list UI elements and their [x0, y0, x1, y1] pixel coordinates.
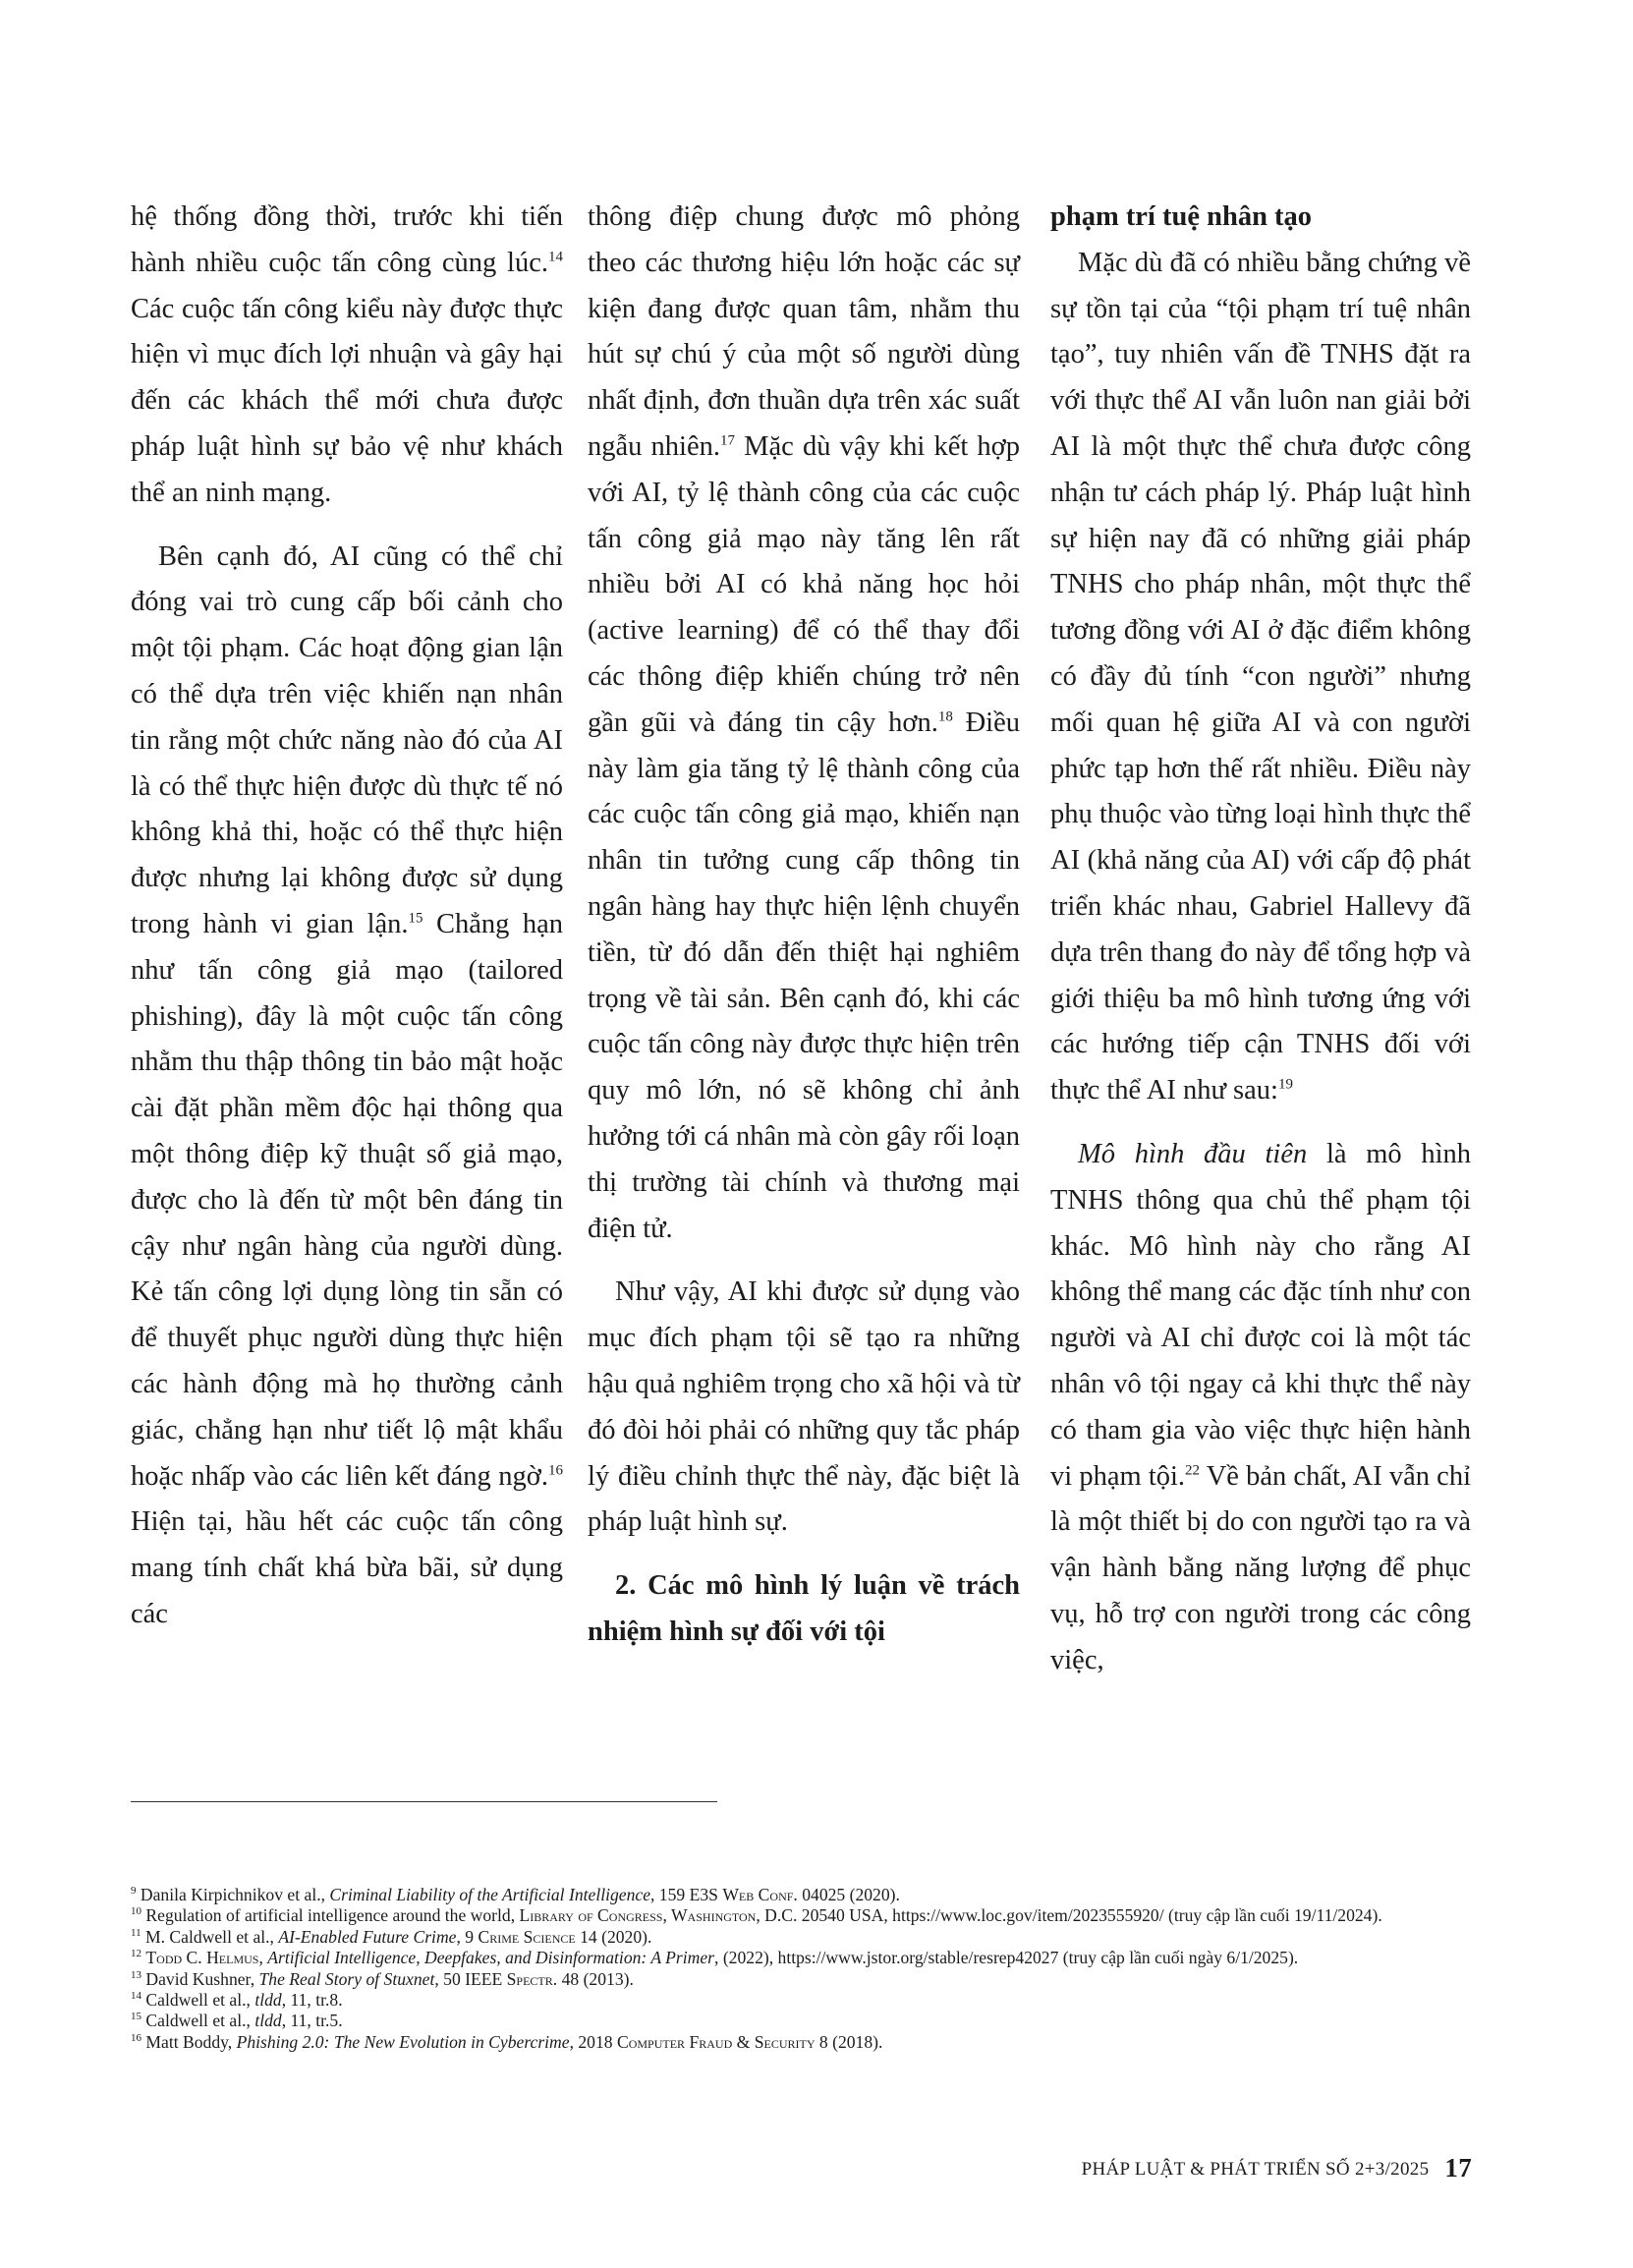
text-column-1	[131, 195, 563, 1638]
footnote: $^9$ Danila Kirpichnikov et al., Criminal Liability of the Artificial Intelligence, 159 E3S Web Conf. 04025 (2020).	[131, 1885, 900, 1904]
footnote: $^{15}$ Caldwell et al., tldd, 11, tr.5.	[131, 2011, 343, 2031]
footnote-ref[interactable]: 17	[720, 432, 735, 449]
page-footer	[1082, 2153, 1472, 2183]
footnote: $^{14}$ Caldwell et al., tldd, 11, tr.8.	[131, 1990, 343, 2011]
footnote-ref[interactable]: 16	[548, 1462, 563, 1479]
footnotes	[131, 1885, 1477, 2053]
paragraph: Mặc dù đã có nhiều bằng chứng về sự tồn tại của “tội phạm trí tuệ nhân tạo”, tuy nhiên vấn đề TNHS đặt ra với thực thể AI vẫn luôn nan giải bởi AI là một thực thể chưa được công nhận tư cách pháp lý. Pháp luật hình sự hiện nay đã có những giải pháp TNHS cho pháp nhân, một thực thể tương đồng với AI ở đặc điểm không có đầy đủ tính “con người” nhưng mối quan hệ giữa AI và con người phức tạp hơn thế rất nhiều. Điều này phụ thuộc vào từng loại hình thực thể AI (khả năng của AI) với cấp độ phát triển khác nhau, Gabriel Hallevy đã dựa trên thang đo này để tổng hợp và giới thiệu ba mô hình tương ứng với các hướng tiếp cận TNHS đối với thực thể AI như sau:$^{19}$	[1050, 247, 1471, 1106]
section-heading-continued: phạm trí tuệ nhân tạo	[1050, 201, 1313, 232]
footnote-ref[interactable]: 18	[937, 709, 953, 725]
text-column-2	[588, 195, 1020, 1656]
footnote: $^{10}$ Regulation of artificial intelligence around the world, Library of Congress, Washington, D.C. 20540 USA, https://www.loc.gov/item/2023555920/ (truy cập lần cuối 19/11/2024).	[131, 1905, 1382, 1926]
paragraph: hệ thống đồng thời, trước khi tiến hành nhiều cuộc tấn công cùng lúc.$^{14}$ Các cuộc tấn công kiểu này được thực hiện vì mục đích lợi nhuận và gây hại đến các khách thể mới chưa được pháp luật hình sự bảo vệ như khách thể an ninh mạng.	[131, 201, 563, 508]
footnote: $^{16}$ Matt Boddy, Phishing 2.0: The New Evolution in Cybercrime, 2018 Computer Fraud & Security 8 (2018).	[131, 2031, 883, 2052]
footnote: $^{13}$ David Kushner, The Real Story of Stuxnet, 50 IEEE Spectr. 48 (2013).	[131, 1968, 634, 1989]
paragraph: Bên cạnh đó, AI cũng có thể chỉ đóng vai trò cung cấp bối cảnh cho một tội phạm. Các hoạt động gian lận có thể dựa trên việc khiến nạn nhân tin rằng một chức năng nào đó của AI là có thể thực hiện được dù thực tế nó không khả thi, hoặc có thể thực hiện được nhưng lại không được sử dụng trong hành vi gian lận.$^{15}$ Chẳng hạn như tấn công giả mạo (tailored phishing), đây là một cuộc tấn công nhằm thu thập thông tin bảo mật hoặc cài đặt phần mềm độc hại thông qua một thông điệp kỹ thuật số giả mạo, được cho là đến từ một bên đáng tin cậy như ngân hàng của người dùng. Kẻ tấn công lợi dụng lòng tin sẵn có để thuyết phục người dùng thực hiện các hành động mà họ thường cảnh giác, chẳng hạn như tiết lộ mật khẩu hoặc nhấp vào các liên kết đáng ngờ.$^{16}$ Hiện tại, hầu hết các cuộc tấn công mang tính chất khá bừa bãi, sử dụng các	[131, 540, 563, 1629]
text-column-3	[1050, 195, 1471, 1684]
paragraph: Mô hình đầu tiên là mô hình TNHS thông qua chủ thể phạm tội khác. Mô hình này cho rằng AI không thể mang các đặc tính như con người và AI chỉ được coi là một tác nhân vô tội ngay cả khi thực thể này có tham gia vào việc thực hiện hành vi phạm tội.$^{22}$ Về bản chất, AI vẫn chỉ là một thiết bị do con người tạo ra và vận hành bằng năng lượng để phục vụ, hỗ trợ con người trong các công việc,	[1050, 1138, 1471, 1675]
paragraph: thông điệp chung được mô phỏng theo các thương hiệu lớn hoặc các sự kiện đang được quan tâm, nhằm thu hút sự chú ý của một số người dùng nhất định, đơn thuần dựa trên xác suất ngẫu nhiên.$^{17}$ Mặc dù vậy khi kết hợp với AI, tỷ lệ thành công của các cuộc tấn công giả mạo này tăng lên rất nhiều bởi AI có khả năng học hỏi (active learning) để có thể thay đổi các thông điệp khiến chúng trở nên gần gũi và đáng tin cậy hơn.$^{18}$ Điều này làm gia tăng tỷ lệ thành công của các cuộc tấn công giả mạo, khiến nạn nhân tin tưởng cung cấp thông tin ngân hàng hay thực hiện lệnh chuyển tiền, từ đó dẫn đến thiệt hại nghiêm trọng về tài sản. Bên cạnh đó, khi các cuộc tấn công này được thực hiện trên quy mô lớn, nó sẽ không chỉ ảnh hưởng tới cá nhân mà còn gây rối loạn thị trường tài chính và thương mại điện tử.	[588, 201, 1020, 1244]
footnote-ref[interactable]: 19	[1277, 1076, 1293, 1093]
footnote-separator	[131, 1801, 717, 1802]
footnote-ref[interactable]: 22	[1185, 1462, 1201, 1479]
footnote: $^{11}$ M. Caldwell et al., AI-Enabled Future Crime, 9 Crime Science 14 (2020).	[131, 1926, 652, 1947]
section-heading: 2. Các mô hình lý luận về trách nhiệm hình sự đối với tội	[588, 1570, 1020, 1647]
page-number: 17	[1444, 2153, 1472, 2183]
journal-title: PHÁP LUẬT & PHÁT TRIỂN SỐ 2+3/2025	[1081, 2159, 1430, 2180]
paragraph: Như vậy, AI khi được sử dụng vào mục đích phạm tội sẽ tạo ra những hậu quả nghiêm trọng cho xã hội và từ đó đòi hỏi phải có những quy tắc pháp lý điều chỉnh thực thể này, đặc biệt là pháp luật hình sự.	[588, 1276, 1020, 1538]
footnote: $^{12}$ Todd C. Helmus, Artificial Intelligence, Deepfakes, and Disinformation: A Primer, (2022), https://www.jstor.org/stable/resrep42027 (truy cập lần cuối ngày 6/1/2025).	[131, 1948, 1299, 1968]
footnote-ref[interactable]: 15	[408, 910, 423, 927]
footnote-ref[interactable]: 14	[548, 249, 563, 265]
